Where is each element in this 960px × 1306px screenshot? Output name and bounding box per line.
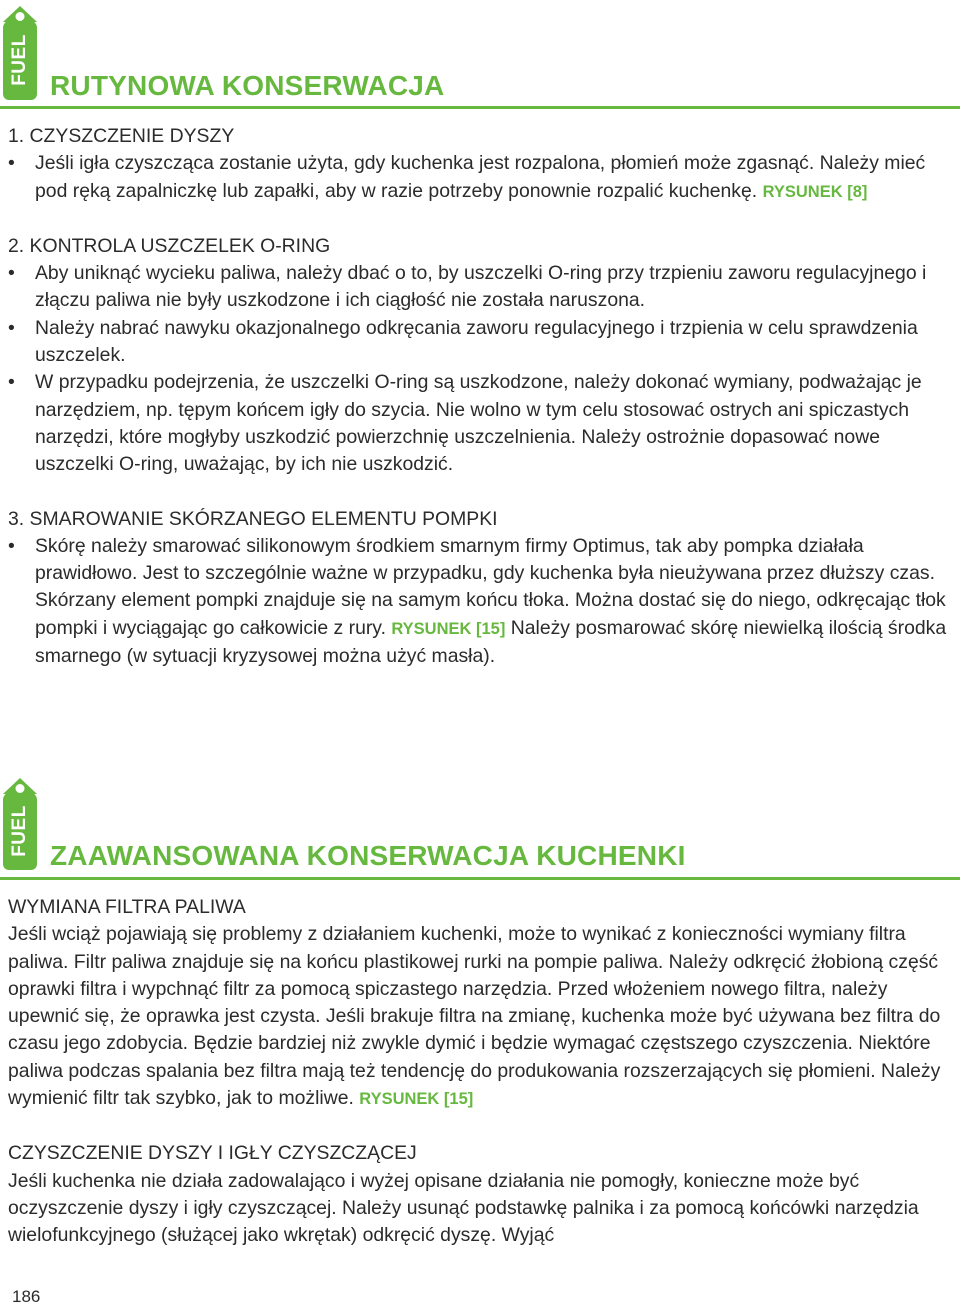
bullet-text-continued: Należy posmarować skórę niewielką ilością środka smarnego (w sytuacji kryzysowej można użyć masła). [35, 616, 947, 668]
section-divider [0, 106, 960, 109]
subheading-filter-replacement: WYMIANA FILTRA PALIWA [8, 896, 246, 918]
list-item [8, 260, 953, 315]
list-item [8, 369, 953, 478]
bullet-text: Jeśli igła czyszcząca zostanie użyta, gdy kuchenka jest rozpalona, płomień może zgasnąć. Należy mieć pod ręką zapalniczkę lub zapałki, aby w razie potrzeby ponownie rozpalić kuchenkę. [35, 152, 926, 202]
list-item [8, 533, 953, 670]
list-item [8, 315, 953, 370]
spacer [8, 206, 953, 233]
spacer [8, 479, 953, 506]
fuel-tag-icon [3, 792, 37, 870]
bullet: • [8, 371, 15, 394]
section-title-advanced: ZAAWANSOWANA KONSERWACJA KUCHENKI [50, 840, 686, 871]
spacer [8, 1113, 953, 1140]
section1-body [8, 123, 953, 670]
section-title-routine: RUTYNOWA KONSERWACJA [50, 70, 445, 101]
bullet: • [8, 534, 15, 557]
bullet: • [8, 316, 15, 339]
list-item [8, 150, 953, 206]
paragraph-nozzle: Jeśli kuchenka nie działa zadowalająco i wyżej opisane działania nie pomogły, konieczne może być oczyszczenie dyszy i igły czyszczącej. Należy usunąć podstawkę palnika i za pomocą końcówki narzędzia wielofunkcyjnego (służącej jako wkrętak) odkręcić dyszę. Wyjąć [8, 1169, 919, 1247]
section2-body [8, 894, 953, 1250]
bullet-text: Aby uniknąć wycieku paliwa, należy dbać o to, by uszczelki O-ring przy trzpieniu zaworu regulacyjnego i złączu paliwa nie były uszkodzone i ich ciągłość nie została naruszona. [35, 262, 927, 312]
fuel-tag-label: FUEL [9, 805, 31, 857]
bullet-text: Skórę należy smarować silikonowym środkiem smarnym firmy Optimus, tak aby pompka działała prawidłowo. Jest to szczególnie ważne w przypadku, gdy kuchenka była nieużywana przez dłuższy czas. Skórzany element pompki znajduje się na samym końcu tłoka. Można dostać się do niego, odkręcając tłok pompki i wyciągając go całkowicie z rury. [35, 534, 946, 639]
bullet: • [8, 152, 15, 175]
paragraph-text: Jeśli wciąż pojawiają się problemy z działaniem kuchenki, może to wynikać z konieczności wymiany filtra paliwa. Filtr paliwa znajduje się na końcu plastikowej rurki na pompie paliwa. Należy odkręcić żłobioną część oprawki filtra i wypchnąć filtr za pomocą spiczastego narzędzia. Przed włożeniem nowego filtra, należy upewnić się, że oprawka jest czysta. Jeśli brakuje filtra na zmianę, kuchenka może być używana bez filtra do czasu jego zdobycia. Będzie bardziej niż zwykle dymić i będzie wymagać częstszego czyszczenia. Niektóre paliwa podczas spalania bez filtra mają też tendencję do produkowania rozszerzających się płomieni. Należy wymienić filtr tak szybko, jak to możliwe. [8, 923, 941, 1110]
page-number: 186 [12, 1287, 41, 1306]
subheading-pump-leather: 3. SMAROWANIE SKÓRZANEGO ELEMENTU POMPKI [8, 507, 498, 530]
subheading-nozzle-needle: CZYSZCZENIE DYSZY I IGŁY CZYSZCZĄCEJ [8, 1142, 417, 1165]
figure-ref: RYSUNEK [8] [762, 182, 868, 201]
figure-ref: RYSUNEK [15] [391, 619, 506, 638]
bullet: • [8, 262, 15, 285]
fuel-tag-label: FUEL [9, 34, 31, 86]
subheading-nozzle-cleaning: 1. CZYSZCZENIE DYSZY [8, 125, 235, 147]
tag-hole [16, 784, 25, 793]
bullet-text: Należy nabrać nawyku okazjonalnego odkręcania zaworu regulacyjnego i trzpienia w celu sprawdzenia uszczelek. [35, 316, 918, 367]
paragraph-filter [8, 921, 953, 1113]
section-divider [0, 877, 960, 880]
fuel-tag-icon [3, 20, 37, 100]
bullet-text: W przypadku podejrzenia, że uszczelki O-ring są uszkodzone, należy dokonać wymiany, podważając je narzędziem, np. tępym końcem igły do szycia. Nie wolno w tym celu stosować ostrych ani spiczastych narzędzi, które mogłyby uszkodzić powierzchnię uszczelnienia. Należy ostrożnie dopasować nowe uszczelki O-ring, uważając, by ich nie uszkodzić. [35, 371, 922, 476]
figure-ref: RYSUNEK [15] [359, 1090, 474, 1109]
subheading-oring-check: 2. KONTROLA USZCZELEK O-RING [8, 234, 331, 257]
tag-hole [16, 12, 25, 21]
